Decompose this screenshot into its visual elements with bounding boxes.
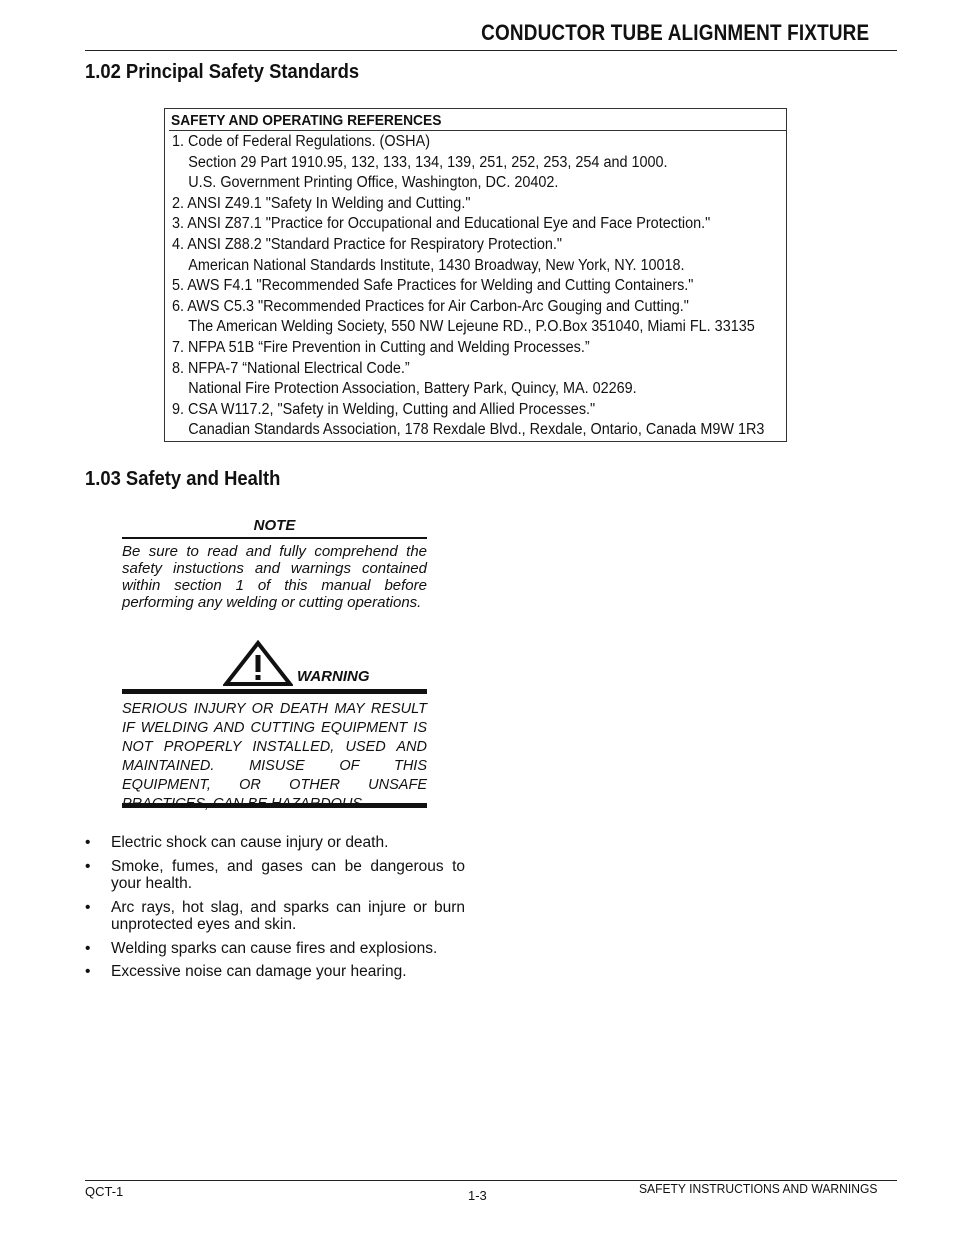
reference-line: Section 29 Part 1910.95, 132, 133, 134, 139, 251, 252, 253, 254 and 1000. <box>188 153 668 171</box>
reference-line: 6. AWS C5.3 "Recommended Practices for Air Carbon-Arc Gouging and Cutting." <box>172 297 689 315</box>
bullet-text: Arc rays, hot slag, and sparks can injure or burn unprotected eyes and skin. <box>111 898 465 933</box>
bullet-text: Smoke, fumes, and gases can be dangerous to your health. <box>111 857 465 892</box>
reference-line: 5. AWS F4.1 "Recommended Safe Practices for Welding and Cutting Containers." <box>172 277 694 295</box>
references-list <box>172 132 812 441</box>
header-rule <box>85 50 897 51</box>
bullet-dot-icon: • <box>85 834 91 851</box>
bullet-text: Welding sparks can cause fires and explosions. <box>111 939 438 957</box>
reference-line: 7. NFPA 51B “Fire Prevention in Cutting and Welding Processes.” <box>172 338 590 356</box>
warning-text: SERIOUS INJURY OR DEATH MAY RESULT IF WELDING AND CUTTING EQUIPMENT IS NOT PROPERLY INSTALLED, USED AND MAINTAINED. MISUSE OF THIS EQUIPMENT, OR OTHER UNSAFE PRACTICES, CAN BE HAZARDOUS. <box>122 701 427 812</box>
references-box-title: SAFETY AND OPERATING REFERENCES <box>171 112 442 129</box>
bullet-dot-icon: • <box>85 939 91 957</box>
bullet-dot-icon: • <box>85 963 91 980</box>
page-number: 1-3 <box>468 1188 487 1203</box>
reference-line: 2. ANSI Z49.1 "Safety In Welding and Cutting." <box>172 194 471 212</box>
note-text: Be sure to read and fully comprehend the safety instuctions and warnings contained within section 1 of this manual before performing any welding or cutting operations. <box>122 543 427 611</box>
bullet-item <box>85 963 465 981</box>
footer-section-title: SAFETY INSTRUCTIONS AND WARNINGS <box>638 1181 877 1196</box>
bullet-item <box>85 834 465 852</box>
bullet-item <box>85 858 465 893</box>
reference-line: 3. ANSI Z87.1 "Practice for Occupational and Educational Eye and Face Protection." <box>172 215 711 233</box>
bullet-text: Excessive noise can damage your hearing. <box>111 963 407 980</box>
bullet-dot-icon: • <box>85 857 91 875</box>
note-rule <box>122 537 427 539</box>
bullet-dot-icon: • <box>85 898 91 916</box>
bullet-item <box>85 899 465 934</box>
document-title: CONDUCTOR TUBE ALIGNMENT FIXTURE <box>480 20 869 45</box>
bullet-item <box>85 940 465 958</box>
warning-label: WARNING <box>297 668 370 685</box>
reference-line: 4. ANSI Z88.2 "Standard Practice for Respiratory Protection." <box>172 235 563 253</box>
section-heading-principal-safety-standards: 1.02 Principal Safety Standards <box>85 61 360 83</box>
warning-bottom-rule <box>122 803 427 808</box>
reference-line: 8. NFPA-7 “National Electrical Code.” <box>172 359 410 377</box>
footer-model: QCT-1 <box>85 1184 124 1199</box>
reference-line: 9. CSA W117.2, "Safety in Welding, Cutting and Allied Processes." <box>172 400 596 418</box>
note-label: NOTE <box>253 517 296 534</box>
reference-line: National Fire Protection Association, Battery Park, Quincy, MA. 02269. <box>188 380 637 398</box>
references-header-rule <box>169 130 786 131</box>
reference-line: American National Standards Institute, 1430 Broadway, New York, NY. 10018. <box>188 256 685 274</box>
bullet-text: Electric shock can cause injury or death. <box>111 834 389 851</box>
reference-line: U.S. Government Printing Office, Washington, DC. 20402. <box>188 174 559 192</box>
safety-references-box <box>164 108 787 442</box>
hazard-bullet-list <box>85 834 465 987</box>
reference-line: 1. Code of Federal Regulations. (OSHA) <box>172 133 431 150</box>
section-heading-safety-and-health: 1.03 Safety and Health <box>85 468 281 490</box>
warning-top-rule <box>122 689 427 694</box>
warning-triangle-icon <box>223 640 293 686</box>
reference-line: The American Welding Society, 550 NW Lejeune RD., P.O.Box 351040, Miami FL. 33135 <box>188 318 755 336</box>
reference-line: Canadian Standards Association, 178 Rexdale Blvd., Rexdale, Ontario, Canada M9W 1R3 <box>188 421 765 439</box>
